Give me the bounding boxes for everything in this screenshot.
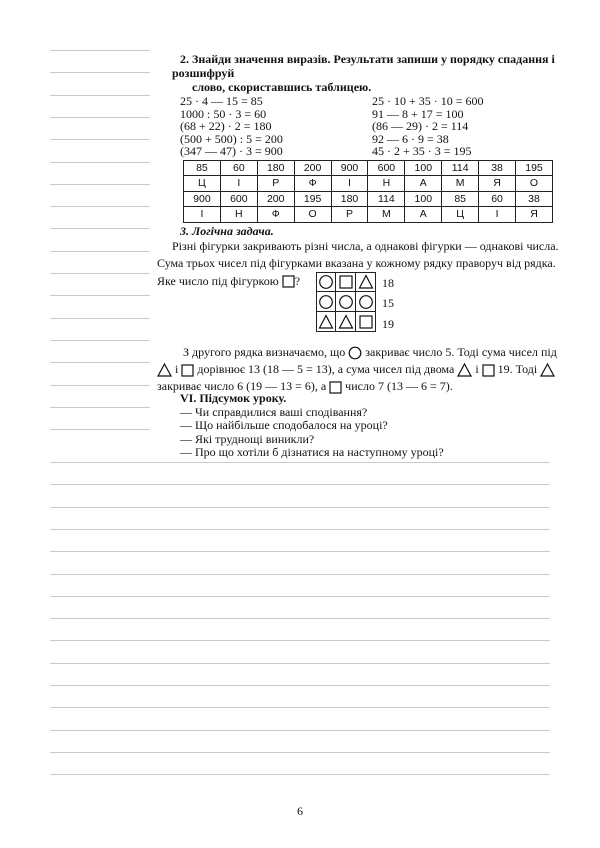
margin-rule-line: [50, 117, 150, 118]
expression: (86 — 29) · 2 = 114: [372, 119, 469, 133]
table-cell: І: [479, 207, 516, 223]
table-cell: 180: [257, 160, 294, 176]
margin-rule-line: [50, 318, 150, 319]
answer-text: З другого рядка визначаємо, що: [183, 345, 346, 359]
table-cell: 85: [184, 160, 221, 176]
margin-rule-line: [50, 139, 150, 140]
table-cell: 600: [220, 191, 257, 207]
circle-icon: [338, 294, 354, 310]
task3-line2: Сума трьох чисел під фігурками вказана у кожному рядку праворуч від рядка.: [157, 255, 556, 270]
table-cell: 38: [479, 160, 516, 176]
expression: 25 · 10 + 35 · 10 = 600: [372, 94, 484, 108]
table-cell: А: [405, 176, 442, 192]
table-cell: 38: [516, 191, 553, 207]
table-cell: О: [294, 207, 331, 223]
grid-cell: [356, 272, 376, 292]
table-cell: 114: [442, 160, 479, 176]
note-rule-line: [50, 462, 550, 463]
grid-cell: [316, 272, 336, 292]
margin-rule-line: [50, 385, 150, 386]
expression: 1000 : 50 · 3 = 60: [180, 106, 267, 121]
expression: 91 — 8 + 17 = 100: [372, 106, 464, 121]
table-cell: 195: [294, 191, 331, 207]
summary-question: — Чи справдилися ваші сподівання?: [180, 404, 368, 419]
note-rule-line: [50, 596, 550, 597]
summary-question: — Які труднощі виникли?: [180, 431, 315, 446]
circle-icon: [348, 346, 362, 360]
margin-rule-line: [50, 206, 150, 207]
answer-line2: [157, 361, 552, 378]
task3-line3-text: Яке число під фігуркою: [157, 273, 279, 288]
answer-text: закриває число 5. Тоді сума чисел під: [365, 345, 557, 359]
note-rule-line: [50, 663, 550, 664]
answer-paragraph: [157, 344, 557, 395]
circle-icon: [318, 274, 334, 290]
row-sum: 15: [382, 296, 394, 310]
note-rule-line: [50, 774, 550, 775]
table-cell: 900: [331, 160, 368, 176]
square-icon: [181, 364, 194, 377]
note-rule-line: [50, 529, 550, 530]
expression: 92 — 6 · 9 = 38: [372, 131, 449, 146]
expression: 25 · 4 — 15 = 85: [180, 94, 263, 108]
table-cell: Р: [331, 207, 368, 223]
expression: (347 — 47) · 3 = 900: [180, 144, 283, 158]
margin-rule-line: [50, 362, 150, 363]
table-cell: 600: [368, 160, 405, 176]
square-icon: [338, 274, 354, 290]
table-cell: А: [405, 207, 442, 223]
grid-cell: [336, 292, 356, 312]
expression: (68 + 22) · 2 = 180: [180, 119, 272, 133]
margin-rule-line: [50, 95, 150, 96]
row-sum: 18: [382, 276, 394, 290]
margin-rule-line: [50, 50, 150, 51]
note-rule-line: [50, 730, 550, 731]
margin-rule-line: [50, 251, 150, 252]
summary-question: — Що найбільше сподобалося на уроці?: [180, 418, 388, 432]
summary-title: VI. Підсумок уроку.: [180, 391, 287, 405]
table-cell: Я: [479, 176, 516, 192]
note-rule-line: [50, 574, 550, 575]
triangle-icon: [157, 363, 172, 377]
expression: (500 + 500) : 5 = 200: [180, 131, 283, 146]
margin-rule-line: [50, 72, 150, 73]
table-cell: Ф: [294, 176, 331, 192]
page-number: 6: [297, 804, 303, 818]
table-row: [184, 176, 553, 192]
table-cell: Н: [368, 176, 405, 192]
answer-text: і: [175, 362, 179, 376]
grid-cell: [356, 312, 376, 332]
margin-rule-line: [50, 295, 150, 296]
note-rule-line: [50, 484, 550, 485]
grid-cell: [356, 292, 376, 312]
table-cell: 900: [184, 191, 221, 207]
note-rule-line: [50, 551, 550, 552]
task3-line1: Різні фігурки закривають різні числа, а однакові фігурки — однакові числа.: [172, 238, 559, 253]
table-cell: 100: [405, 160, 442, 176]
margin-rule-line: [50, 340, 150, 341]
answer-text: 19. Тоді: [497, 362, 538, 376]
summary-question: — Про що хотіли б дізнатися на наступному уроці?: [180, 445, 444, 459]
table-row: [184, 207, 553, 223]
margin-rule-line: [50, 162, 150, 163]
triangle-icon: [358, 274, 374, 290]
table-cell: О: [516, 176, 553, 192]
table-cell: 100: [405, 191, 442, 207]
square-icon: [358, 314, 374, 330]
task3-line3-end: ?: [294, 273, 301, 288]
shape-puzzle-grid: [316, 272, 376, 332]
square-icon: [482, 364, 495, 377]
table-cell: 60: [220, 160, 257, 176]
square-icon: [282, 275, 295, 288]
table-cell: 114: [368, 191, 405, 207]
grid-cell: [336, 272, 356, 292]
lesson-summary: [172, 392, 552, 460]
expression: 45 · 2 + 35 · 3 = 195: [372, 144, 472, 158]
cipher-table: [183, 160, 553, 223]
answer-line1: [157, 344, 557, 361]
margin-rule-line: [50, 184, 150, 185]
table-cell: Ф: [257, 207, 294, 223]
margin-rule-line: [50, 429, 150, 430]
triangle-icon: [318, 314, 334, 330]
triangle-icon: [540, 363, 555, 377]
circle-icon: [318, 294, 334, 310]
expressions-grid: [180, 95, 557, 158]
note-rule-line: [50, 507, 550, 508]
table-cell: Я: [516, 207, 553, 223]
note-rule-line: [50, 752, 550, 753]
table-cell: 60: [479, 191, 516, 207]
note-rule-line: [50, 640, 550, 641]
answer-text: і: [475, 362, 479, 376]
row-sum: 19: [382, 317, 394, 331]
task2-title-line2: слово, скориставшись таблицею.: [192, 80, 372, 94]
grid-cell: [316, 292, 336, 312]
table-cell: 85: [442, 191, 479, 207]
table-row: [184, 191, 553, 207]
table-cell: 200: [294, 160, 331, 176]
note-rule-line: [50, 685, 550, 686]
table-cell: Н: [220, 207, 257, 223]
table-cell: М: [442, 176, 479, 192]
table-cell: І: [220, 176, 257, 192]
triangle-icon: [338, 314, 354, 330]
table-cell: Ц: [442, 207, 479, 223]
main-content: [157, 52, 559, 290]
answer-text: дорівнює 13 (18 — 5 = 13), а сума чисел під двома: [197, 362, 455, 376]
answer-text: число 7 (13 — 6 = 7).: [345, 379, 453, 393]
note-rule-line: [50, 618, 550, 619]
margin-rule-line: [50, 228, 150, 229]
circle-icon: [358, 294, 374, 310]
table-cell: 200: [257, 191, 294, 207]
grid-cell: [336, 312, 356, 332]
table-cell: Р: [257, 176, 294, 192]
answer-text: закриває число 6 (19 — 13 = 6), а: [157, 379, 327, 393]
table-cell: 195: [516, 160, 553, 176]
grid-cell: [316, 312, 336, 332]
task3-title: 3. Логічна задача.: [180, 223, 274, 238]
table-cell: І: [184, 207, 221, 223]
margin-rule-line: [50, 407, 150, 408]
triangle-icon: [457, 363, 472, 377]
table-cell: М: [368, 207, 405, 223]
task2-title-line1: 2. Знайди значення виразів. Результати запиши у порядку спадання і розшифруй: [172, 52, 555, 80]
table-cell: 180: [331, 191, 368, 207]
note-rule-line: [50, 707, 550, 708]
margin-rule-line: [50, 273, 150, 274]
table-row: [184, 160, 553, 176]
table-cell: Ц: [184, 176, 221, 192]
table-cell: І: [331, 176, 368, 192]
